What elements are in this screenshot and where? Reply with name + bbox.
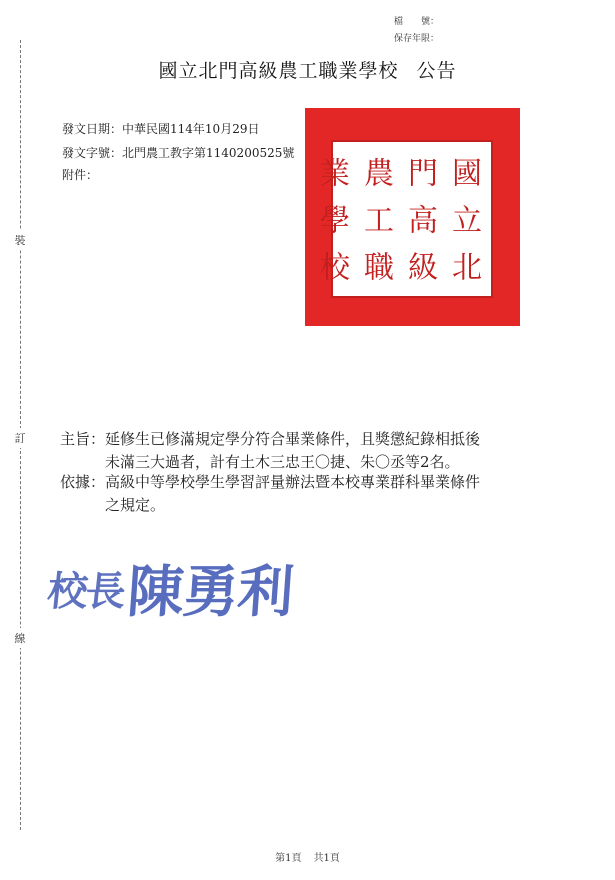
signature-title: 校長	[45, 567, 127, 615]
seal-char: 職	[358, 251, 393, 282]
school-name: 國立北門高級農工職業學校	[158, 60, 399, 82]
official-seal	[305, 108, 520, 326]
seal-char: 業	[314, 156, 349, 187]
seal-char: 學	[314, 204, 349, 234]
document-number	[62, 144, 294, 161]
binding-char-zhuang: 裝	[13, 230, 27, 250]
subject-line-2: 未滿三大過者，計有土木三忠王〇捷、朱〇丞等2名。	[105, 453, 460, 471]
basis-line-1: 高級中等學校學生學習評量辦法暨本校專業群科畢業條件	[105, 473, 481, 491]
file-number-label: 檔 號：	[393, 17, 439, 27]
seal-char: 高	[402, 204, 437, 234]
basis-section	[60, 471, 560, 517]
seal-char: 工	[358, 204, 393, 234]
seal-char: 農	[358, 156, 393, 187]
page-footer	[0, 849, 615, 864]
document-number-value: 北門農工教字第1140200525號	[122, 146, 295, 160]
seal-characters	[314, 148, 485, 290]
binding-char-ding: 訂	[13, 428, 27, 448]
seal-char: 北	[446, 251, 481, 282]
issue-date	[62, 120, 259, 137]
seal-char: 國	[446, 156, 481, 187]
seal-char: 門	[402, 156, 437, 187]
issue-date-value: 中華民國114年10月29日	[122, 122, 260, 136]
page-number: 第1頁	[275, 853, 302, 864]
document-type: 公告	[416, 60, 457, 82]
subject-line-1: 延修生已修滿規定學分符合畢業條件，且獎懲紀錄相抵後	[105, 430, 481, 448]
attachment-label: 附件：	[62, 168, 99, 182]
seal-char: 級	[402, 251, 437, 282]
seal-inner-frame	[314, 140, 493, 298]
principal-signature-stamp	[45, 548, 296, 628]
attachment	[62, 166, 98, 183]
file-meta	[377, 14, 439, 48]
seal-char: 立	[446, 204, 481, 234]
retention-label: 保存年限：	[393, 34, 439, 44]
document-number-label: 發文字號：	[62, 146, 123, 160]
page-total: 共1頁	[313, 853, 340, 864]
subject-label: 主旨：	[60, 430, 106, 448]
seal-char: 校	[314, 251, 349, 282]
signature-name: 陳勇利	[125, 559, 296, 625]
issue-date-label: 發文日期：	[62, 122, 123, 136]
basis-label: 依據：	[60, 473, 106, 491]
basis-line-2: 之規定。	[105, 496, 166, 514]
subject-section	[60, 428, 560, 474]
binding-char-xian: 線	[13, 628, 27, 648]
document-title	[0, 56, 615, 83]
